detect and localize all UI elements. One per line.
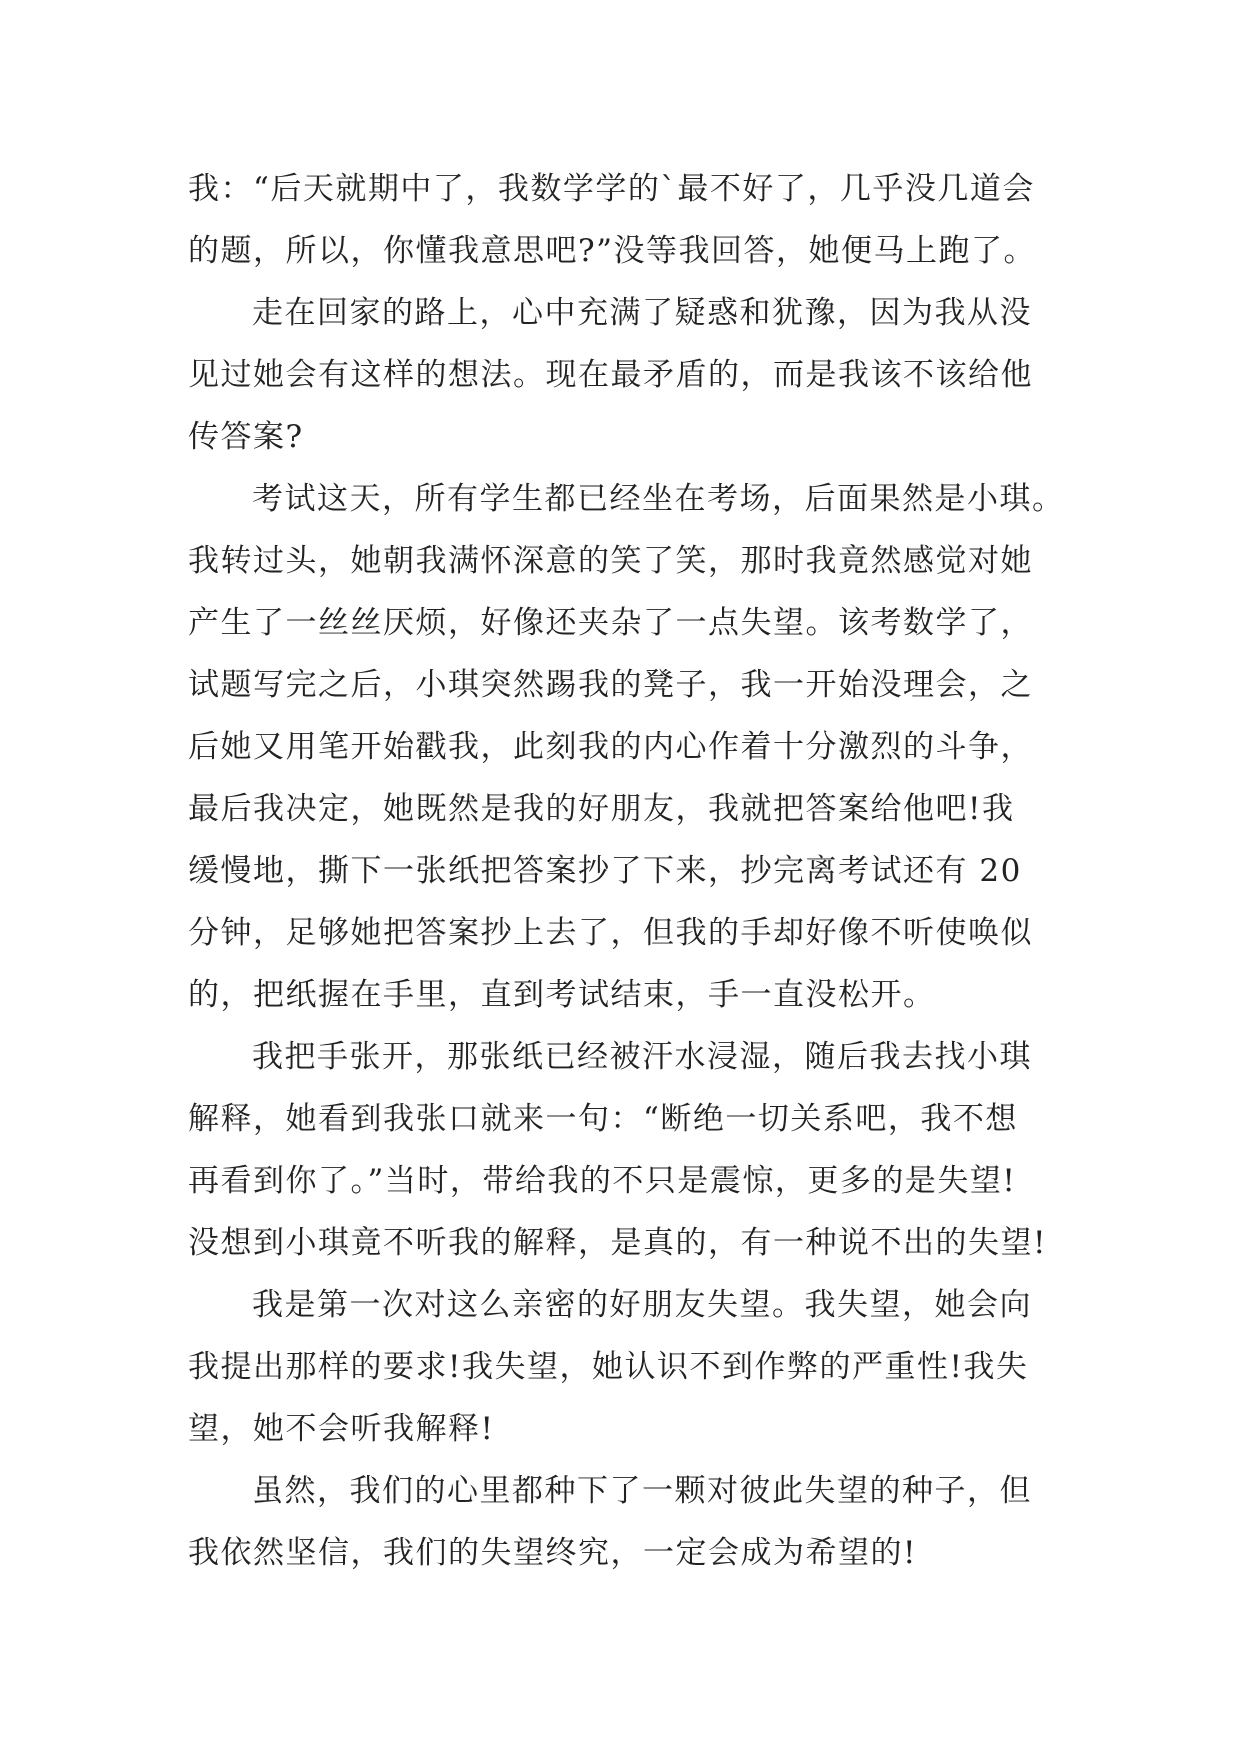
text-line: 最后我决定，她既然是我的好朋友，我就把答案给他吧!我 <box>188 791 1015 827</box>
text-line: 试题写完之后，小琪突然踢我的凳子，我一开始没理会，之 <box>188 667 1033 703</box>
text-line: 再看到你了。”当时，带给我的不只是震惊，更多的是失望! <box>188 1163 1017 1199</box>
text-line: 见过她会有这样的想法。现在最矛盾的，而是我该不该给他 <box>188 357 1033 393</box>
text-line: 分钟，足够她把答案抄上去了，但我的手却好像不听使唤似 <box>188 915 1033 951</box>
text-line: 解释，她看到我张口就来一句：“断绝一切关系吧，我不想 <box>188 1101 1018 1137</box>
text-line: 我：“后天就期中了，我数学学的`最不好了，几乎没几道会 <box>188 171 1035 207</box>
paragraph-first-line: 我把手张开，那张纸已经被汗水浸湿，随后我去找小琪 <box>252 1039 1032 1075</box>
text-line: 我提出那样的要求!我失望，她认识不到作弊的严重性!我失 <box>188 1349 1029 1385</box>
paragraph-first-line: 考试这天，所有学生都已经坐在考场，后面果然是小琪。 <box>252 481 1065 517</box>
paragraph-first-line: 虽然，我们的心里都种下了一颗对彼此失望的种子，但 <box>252 1473 1032 1509</box>
text-line: 的，把纸握在手里，直到考试结束，手一直没松开。 <box>188 977 936 1013</box>
paragraph-first-line: 走在回家的路上，心中充满了疑惑和犹豫，因为我从没 <box>252 295 1032 331</box>
text-line: 望，她不会听我解释! <box>188 1411 495 1447</box>
text-line: 传答案? <box>188 419 304 455</box>
paragraph-first-line: 我是第一次对这么亲密的好朋友失望。我失望，她会向 <box>252 1287 1032 1323</box>
text-line: 我依然坚信，我们的失望终究，一定会成为希望的! <box>188 1535 917 1571</box>
text-line: 没想到小琪竟不听我的解释，是真的，有一种说不出的失望! <box>188 1225 1047 1261</box>
text-line: 的题，所以，你懂我意思吧?”没等我回答，她便马上跑了。 <box>188 233 1036 269</box>
text-line: 产生了一丝丝厌烦，好像还夹杂了一点失望。该考数学了， <box>188 605 1033 641</box>
text-line: 缓慢地，撕下一张纸把答案抄了下来，抄完离考试还有 20 <box>188 853 1022 889</box>
text-line: 我转过头，她朝我满怀深意的笑了笑，那时我竟然感觉对她 <box>188 543 1033 579</box>
text-line: 后她又用笔开始戳我，此刻我的内心作着十分激烈的斗争， <box>188 729 1033 765</box>
document-body <box>188 158 1068 1584</box>
